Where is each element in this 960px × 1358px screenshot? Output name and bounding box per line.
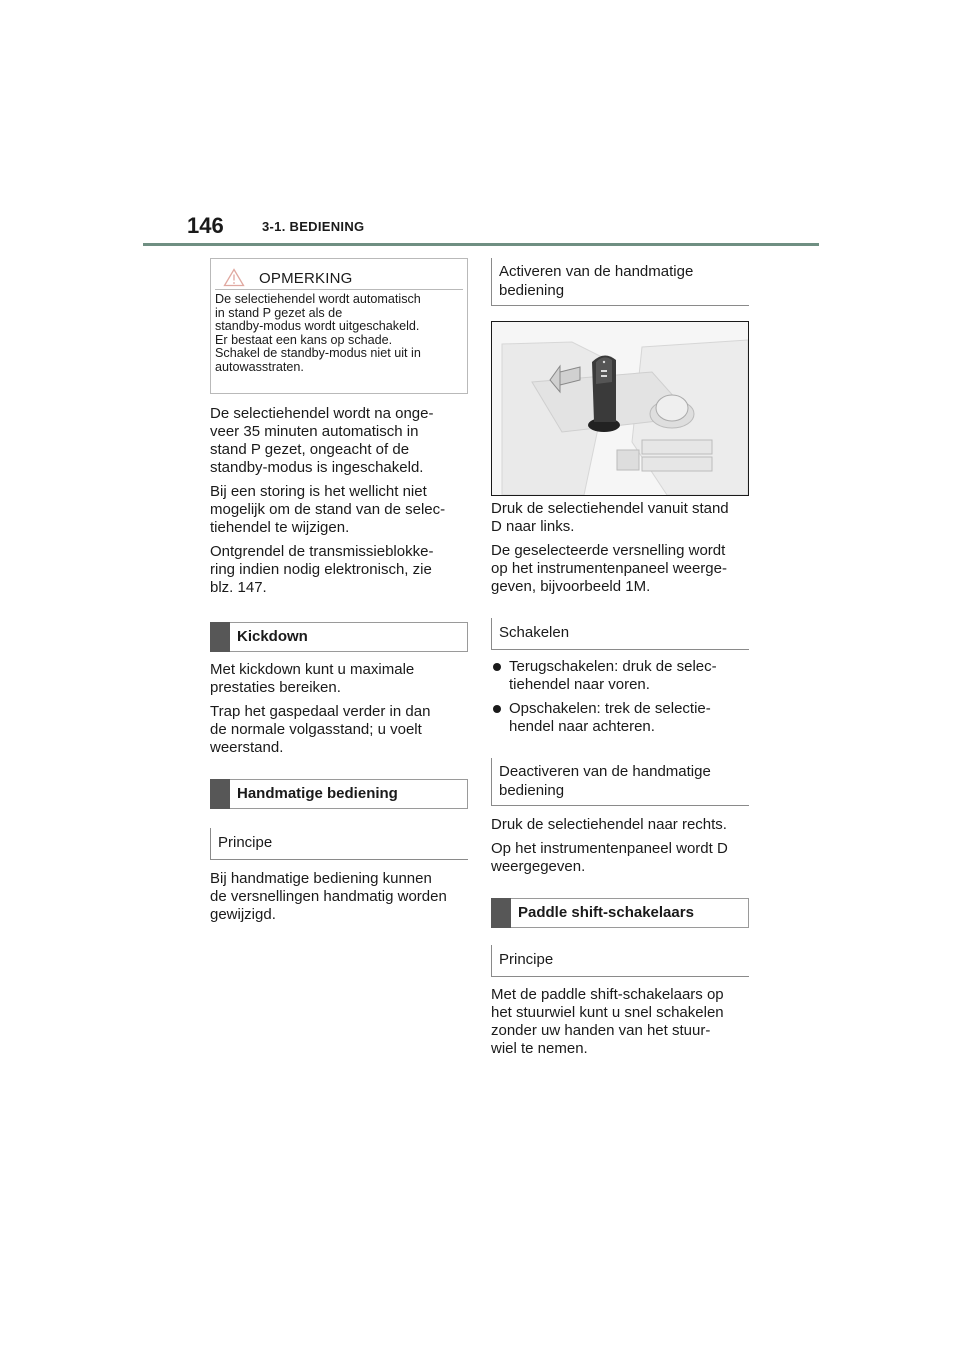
paragraph: Druk de selectiehendel vanuit stand D naar links. [491,500,729,535]
bullet-icon [493,705,501,713]
gear-selector-illustration [491,321,749,496]
heading-label: Handmatige bediening [237,785,398,802]
subheading-label: Activeren van de handmatige bediening [499,263,694,299]
paragraph: Druk de selectiehendel naar rechts. [491,816,727,833]
subheading-label: Deactiveren van de handmatige bediening [499,763,711,799]
subheading-rule [210,859,468,860]
list-item: Opschakelen: trek de selectie- hendel naar achteren. [491,700,753,736]
subheading-deactivate [491,758,749,806]
note-box [210,258,468,394]
note-line: autowasstraten. [215,359,304,374]
note-body [215,293,463,375]
page-number: 146 [187,213,224,238]
heading-bar [210,779,230,809]
note-line: De selectiehendel wordt automatisch [215,292,421,306]
paragraph: Op het instrumentenpaneel wordt D weergegeven. [491,840,728,875]
paragraph: Bij een storing is het wellicht niet mogelijk om de stand van de selec- tiehendel te wijzigen. [210,483,446,536]
section-heading-paddle [491,898,749,928]
note-title: OPMERKING [259,270,353,287]
heading-bar [491,898,511,928]
subheading-schakelen [491,618,749,650]
subheading-rule [491,805,749,806]
paddle-text [491,986,753,1064]
paragraph: De geselecteerde versnelling wordt op het instrumentenpaneel weerge- geven, bijvoorbeeld 1M. [491,542,727,595]
subheading-bar [210,828,211,860]
note-line: in stand P gezet als de [215,305,343,320]
paragraph: Trap het gaspedaal verder in dan de normale volgasstand; u voelt weerstand. [210,703,431,756]
note-divider [215,289,463,290]
subheading-principe [210,828,468,860]
subheading-label: Schakelen [499,624,570,641]
paragraph: De selectiehendel wordt na onge- veer 35 minuten automatisch in stand P gezet, ongeacht of de standby-modus is ingeschakeld. [210,405,434,476]
subheading-label: Principe [218,834,273,851]
note-line: Schakel de standby-modus niet uit in [215,346,421,361]
subheading-label: Principe [499,951,554,968]
section-heading-manual [210,779,468,809]
header-rule [143,243,819,246]
deactivate-text [491,816,753,882]
note-line: Er bestaat een kans op schade. [215,332,393,347]
shift-bullet-list [491,658,753,742]
subheading-rule [491,976,749,977]
activate-text [491,500,753,602]
subheading-bar [491,258,492,306]
subheading-rule [491,305,749,306]
heading-label: Paddle shift-schakelaars [518,904,694,921]
heading-label: Kickdown [237,628,308,645]
left-intro [210,405,472,603]
subheading-activate [491,258,749,306]
chapter-title: 3-1. BEDIENING [262,219,365,234]
subheading-bar [491,618,492,650]
heading-bar [210,622,230,652]
kickdown-text [210,661,472,763]
note-header [211,265,467,289]
bullet-icon [493,663,501,671]
paragraph: Met de paddle shift-schakelaars op het stuurwiel kunt u snel schakelen zonder uw handen van het stuur- wiel te nemen. [491,986,724,1057]
paragraph: Met kickdown kunt u maximale prestaties bereiken. [210,661,415,696]
list-item: Terugschakelen: druk de selec- tiehendel naar voren. [491,658,753,694]
subheading-bar [491,758,492,806]
paragraph: Bij handmatige bediening kunnen de versnellingen handmatig worden gewijzigd. [210,870,447,923]
principe-text [210,870,472,930]
subheading-bar [491,945,492,977]
section-heading-kickdown [210,622,468,652]
subheading-principe-paddle [491,945,749,977]
paragraph: Ontgrendel de transmissieblokke- ring indien nodig elektronisch, zie blz. 147. [210,543,434,596]
note-line: standby-modus wordt uitgeschakeld. [215,319,420,334]
subheading-rule [491,649,749,650]
